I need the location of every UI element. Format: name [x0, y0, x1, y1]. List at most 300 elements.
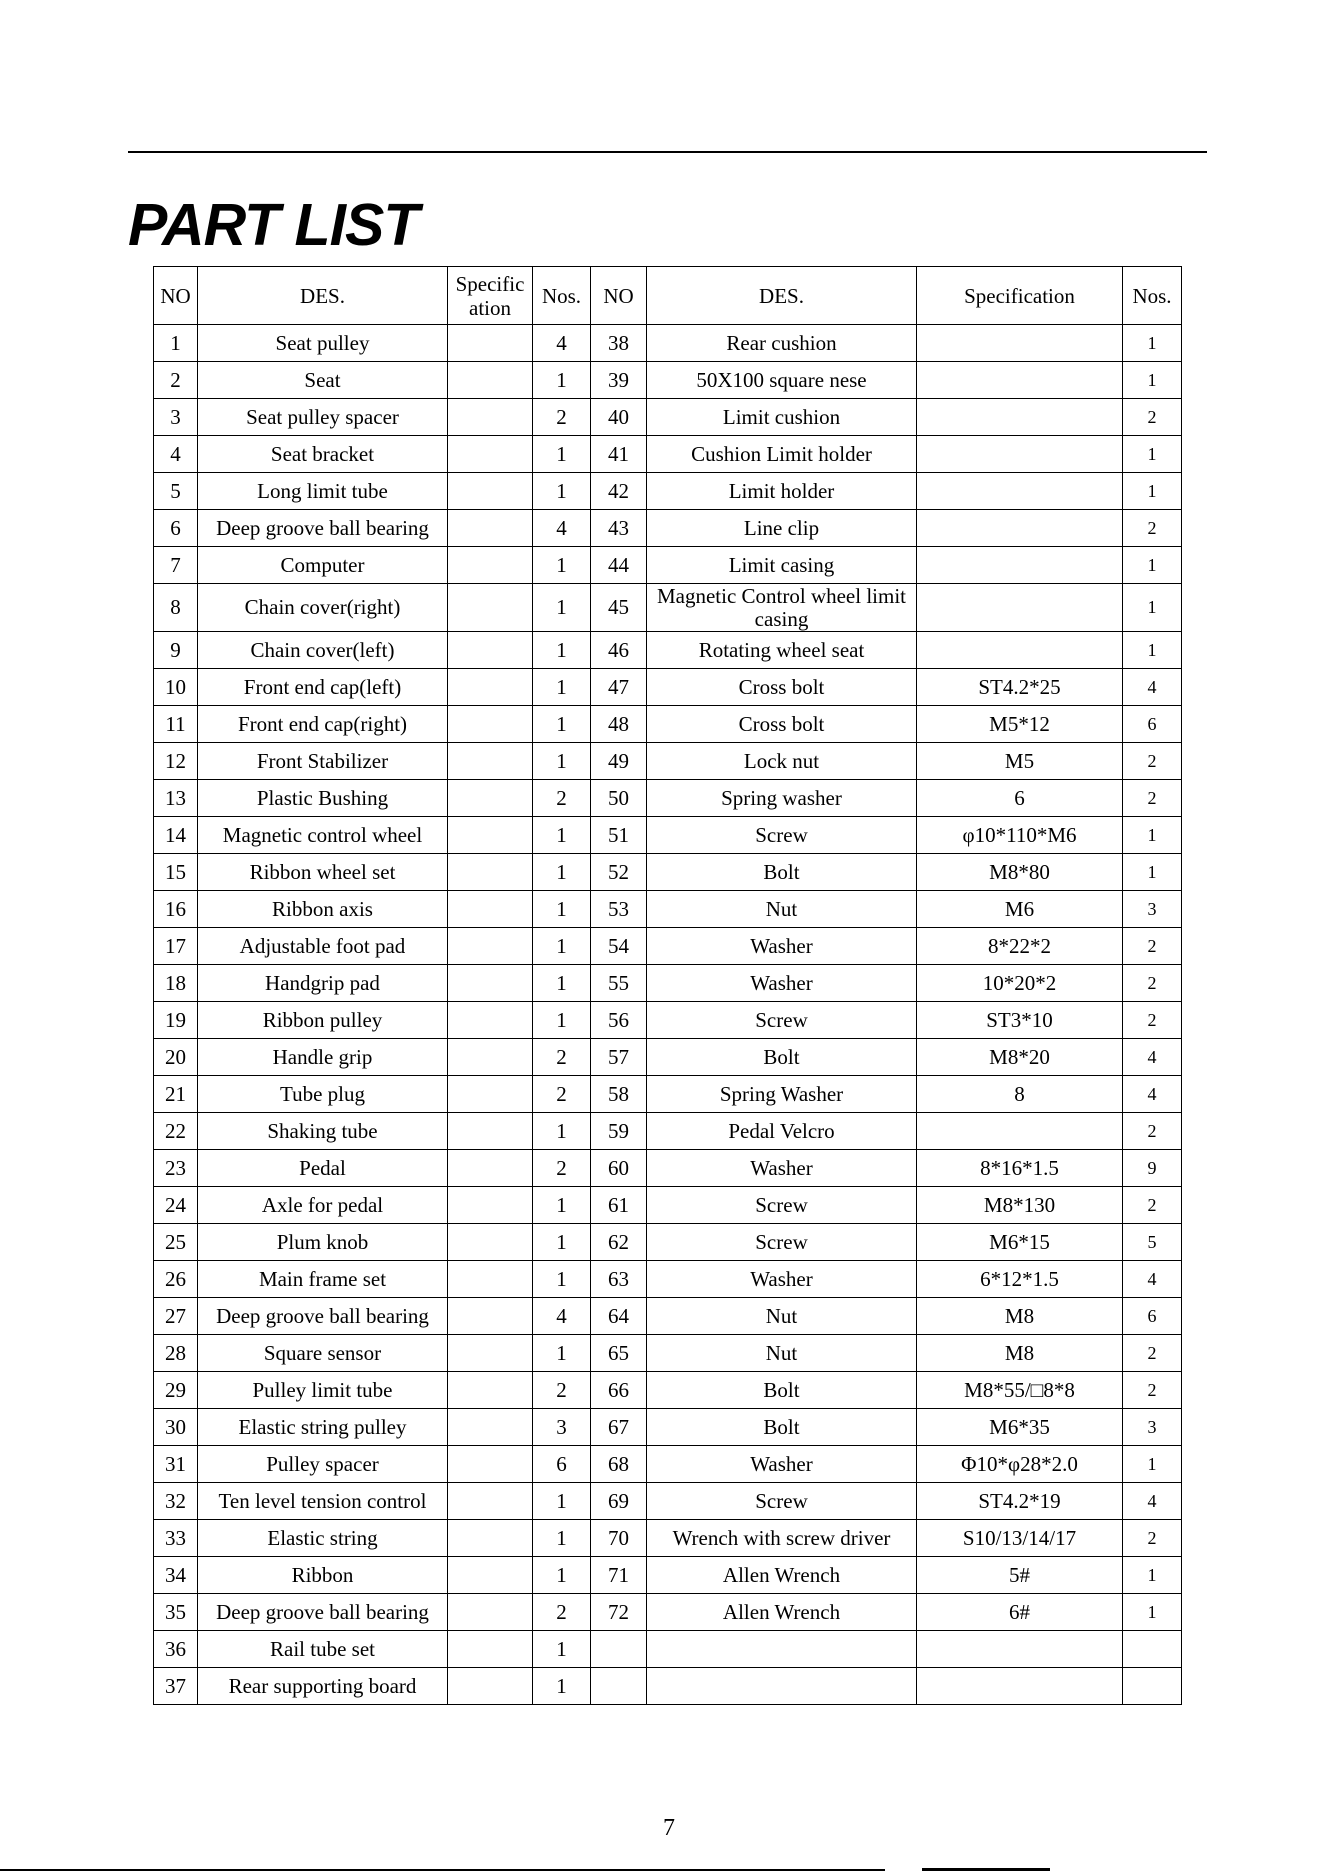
cell-nos-right: 1 [1123, 473, 1182, 510]
cell-spec-left [448, 1187, 533, 1224]
cell-des-right: Cross bolt [647, 669, 917, 706]
cell-nos-left: 2 [533, 780, 591, 817]
cell-no-right: 49 [591, 743, 647, 780]
cell-nos-left: 1 [533, 669, 591, 706]
cell-no-right: 52 [591, 854, 647, 891]
bottom-mark [922, 1868, 1050, 1871]
cell-nos-left: 1 [533, 854, 591, 891]
cell-des-right [647, 1668, 917, 1705]
cell-nos-right: 2 [1123, 1372, 1182, 1409]
cell-no-left: 31 [154, 1446, 198, 1483]
cell-spec-right: 10*20*2 [917, 965, 1123, 1002]
cell-spec-right [917, 1668, 1123, 1705]
cell-nos-right: 6 [1123, 706, 1182, 743]
cell-spec-left [448, 1335, 533, 1372]
cell-nos-left: 2 [533, 1594, 591, 1631]
cell-spec-left [448, 1372, 533, 1409]
table-row [154, 1261, 1182, 1298]
cell-no-right [591, 1631, 647, 1668]
cell-no-left: 9 [154, 632, 198, 669]
cell-no-left: 26 [154, 1261, 198, 1298]
table-row [154, 399, 1182, 436]
cell-no-right: 68 [591, 1446, 647, 1483]
table-row [154, 817, 1182, 854]
cell-spec-right: 8*16*1.5 [917, 1150, 1123, 1187]
cell-spec-left [448, 854, 533, 891]
cell-des-right: Bolt [647, 1409, 917, 1446]
table-row [154, 584, 1182, 632]
cell-des-left: Front end cap(right) [198, 706, 448, 743]
cell-des-right: Spring washer [647, 780, 917, 817]
cell-no-left: 28 [154, 1335, 198, 1372]
cell-spec-right: M8*55/□8*8 [917, 1372, 1123, 1409]
cell-spec-left [448, 1409, 533, 1446]
cell-no-right [591, 1668, 647, 1705]
table-row [154, 547, 1182, 584]
cell-spec-left [448, 1261, 533, 1298]
cell-nos-right: 4 [1123, 1261, 1182, 1298]
table-row [154, 1557, 1182, 1594]
table-row [154, 1446, 1182, 1483]
cell-no-left: 37 [154, 1668, 198, 1705]
cell-nos-right: 4 [1123, 669, 1182, 706]
cell-spec-left [448, 325, 533, 362]
cell-no-left: 30 [154, 1409, 198, 1446]
cell-des-left: Deep groove ball bearing [198, 1594, 448, 1631]
table-row [154, 1668, 1182, 1705]
cell-nos-left: 1 [533, 1557, 591, 1594]
cell-spec-left [448, 1446, 533, 1483]
cell-nos-right: 1 [1123, 1446, 1182, 1483]
cell-no-left: 2 [154, 362, 198, 399]
cell-spec-left [448, 1076, 533, 1113]
cell-spec-right: M8*20 [917, 1039, 1123, 1076]
cell-spec-right [917, 1113, 1123, 1150]
cell-nos-right: 1 [1123, 362, 1182, 399]
cell-no-right: 71 [591, 1557, 647, 1594]
cell-nos-right: 2 [1123, 1113, 1182, 1150]
cell-no-right: 58 [591, 1076, 647, 1113]
header-spec-right: Specification [917, 267, 1123, 325]
cell-nos-right: 2 [1123, 1002, 1182, 1039]
bottom-rule [0, 1869, 885, 1871]
cell-des-left: Rear supporting board [198, 1668, 448, 1705]
table-row [154, 854, 1182, 891]
cell-des-right: Screw [647, 817, 917, 854]
cell-spec-right: M6 [917, 891, 1123, 928]
table-row [154, 1002, 1182, 1039]
cell-no-left: 23 [154, 1150, 198, 1187]
cell-des-left: Deep groove ball bearing [198, 1298, 448, 1335]
cell-spec-left [448, 399, 533, 436]
cell-no-left: 6 [154, 510, 198, 547]
cell-nos-left: 1 [533, 1261, 591, 1298]
cell-des-right: Bolt [647, 1372, 917, 1409]
cell-nos-right [1123, 1668, 1182, 1705]
cell-no-right: 56 [591, 1002, 647, 1039]
cell-des-right: Screw [647, 1187, 917, 1224]
cell-des-right: Washer [647, 928, 917, 965]
cell-no-left: 22 [154, 1113, 198, 1150]
table-row [154, 362, 1182, 399]
cell-des-right: Rear cushion [647, 325, 917, 362]
table-row [154, 510, 1182, 547]
cell-no-left: 17 [154, 928, 198, 965]
part-list-table [153, 266, 1182, 1705]
cell-nos-left: 2 [533, 399, 591, 436]
cell-spec-right: M6*35 [917, 1409, 1123, 1446]
cell-nos-left: 1 [533, 1187, 591, 1224]
cell-nos-right: 4 [1123, 1076, 1182, 1113]
cell-des-left: Ribbon [198, 1557, 448, 1594]
cell-des-right: Limit holder [647, 473, 917, 510]
cell-no-right: 59 [591, 1113, 647, 1150]
cell-des-left: Ribbon wheel set [198, 854, 448, 891]
cell-spec-left [448, 1557, 533, 1594]
cell-spec-right: 8*22*2 [917, 928, 1123, 965]
cell-no-left: 3 [154, 399, 198, 436]
cell-des-left: Handgrip pad [198, 965, 448, 1002]
cell-spec-right: M8*80 [917, 854, 1123, 891]
cell-des-right: Cushion Limit holder [647, 436, 917, 473]
cell-des-right: Screw [647, 1483, 917, 1520]
cell-spec-right: 6 [917, 780, 1123, 817]
cell-des-right: Pedal Velcro [647, 1113, 917, 1150]
cell-des-left: Elastic string [198, 1520, 448, 1557]
cell-no-left: 21 [154, 1076, 198, 1113]
cell-nos-left: 1 [533, 1483, 591, 1520]
cell-des-right: Magnetic Control wheel limit casing [647, 584, 917, 632]
cell-des-right: Washer [647, 965, 917, 1002]
cell-no-left: 11 [154, 706, 198, 743]
cell-des-right: Nut [647, 1335, 917, 1372]
cell-no-left: 12 [154, 743, 198, 780]
cell-nos-left: 1 [533, 1224, 591, 1261]
cell-no-left: 18 [154, 965, 198, 1002]
cell-spec-left [448, 547, 533, 584]
cell-spec-left [448, 632, 533, 669]
cell-no-right: 44 [591, 547, 647, 584]
cell-nos-left: 3 [533, 1409, 591, 1446]
cell-spec-left [448, 1150, 533, 1187]
cell-des-right: Screw [647, 1002, 917, 1039]
header-no-left: NO [154, 267, 198, 325]
cell-nos-right: 2 [1123, 510, 1182, 547]
cell-des-right: Washer [647, 1150, 917, 1187]
cell-nos-right: 1 [1123, 584, 1182, 632]
cell-no-left: 25 [154, 1224, 198, 1261]
cell-spec-right: S10/13/14/17 [917, 1520, 1123, 1557]
cell-no-right: 40 [591, 399, 647, 436]
cell-nos-right: 2 [1123, 928, 1182, 965]
cell-no-right: 38 [591, 325, 647, 362]
cell-des-right [647, 1631, 917, 1668]
cell-spec-left [448, 1298, 533, 1335]
cell-nos-right: 2 [1123, 780, 1182, 817]
cell-nos-right: 1 [1123, 632, 1182, 669]
cell-nos-right: 1 [1123, 1557, 1182, 1594]
table-header-row [154, 267, 1182, 325]
cell-no-right: 69 [591, 1483, 647, 1520]
cell-no-left: 27 [154, 1298, 198, 1335]
cell-spec-left [448, 1520, 533, 1557]
top-rule [128, 151, 1207, 153]
cell-spec-right: M5 [917, 743, 1123, 780]
cell-no-right: 53 [591, 891, 647, 928]
cell-des-left: Magnetic control wheel [198, 817, 448, 854]
cell-spec-right [917, 584, 1123, 632]
cell-spec-right: 5# [917, 1557, 1123, 1594]
cell-des-left: Seat [198, 362, 448, 399]
cell-des-left: Adjustable foot pad [198, 928, 448, 965]
cell-no-right: 62 [591, 1224, 647, 1261]
cell-no-right: 48 [591, 706, 647, 743]
table-row [154, 1187, 1182, 1224]
table-row [154, 436, 1182, 473]
cell-spec-right: M6*15 [917, 1224, 1123, 1261]
cell-no-left: 10 [154, 669, 198, 706]
table-row [154, 928, 1182, 965]
cell-spec-right [917, 632, 1123, 669]
cell-no-right: 60 [591, 1150, 647, 1187]
cell-spec-left [448, 1483, 533, 1520]
cell-des-left: Chain cover(right) [198, 584, 448, 632]
cell-nos-left: 6 [533, 1446, 591, 1483]
cell-des-right: Screw [647, 1224, 917, 1261]
cell-no-right: 45 [591, 584, 647, 632]
cell-spec-left [448, 510, 533, 547]
cell-no-left: 35 [154, 1594, 198, 1631]
cell-no-left: 20 [154, 1039, 198, 1076]
table-row [154, 473, 1182, 510]
cell-no-left: 32 [154, 1483, 198, 1520]
cell-nos-right: 1 [1123, 854, 1182, 891]
cell-spec-left [448, 1594, 533, 1631]
cell-spec-left [448, 891, 533, 928]
cell-des-left: Handle grip [198, 1039, 448, 1076]
cell-nos-right: 6 [1123, 1298, 1182, 1335]
cell-nos-left: 1 [533, 928, 591, 965]
cell-des-left: Elastic string pulley [198, 1409, 448, 1446]
cell-des-left: Plastic Bushing [198, 780, 448, 817]
page-title: PART LIST [128, 192, 419, 258]
cell-nos-right [1123, 1631, 1182, 1668]
cell-no-right: 64 [591, 1298, 647, 1335]
cell-nos-right: 5 [1123, 1224, 1182, 1261]
cell-spec-right: M8 [917, 1298, 1123, 1335]
cell-no-right: 54 [591, 928, 647, 965]
cell-des-right: 50X100 square nese [647, 362, 917, 399]
table-row [154, 1298, 1182, 1335]
cell-des-left: Axle for pedal [198, 1187, 448, 1224]
cell-des-left: Rail tube set [198, 1631, 448, 1668]
cell-spec-right [917, 362, 1123, 399]
cell-des-left: Square sensor [198, 1335, 448, 1372]
cell-spec-left [448, 1039, 533, 1076]
header-nos-right: Nos. [1123, 267, 1182, 325]
cell-spec-left [448, 1631, 533, 1668]
cell-no-right: 41 [591, 436, 647, 473]
table-row [154, 1039, 1182, 1076]
cell-nos-left: 2 [533, 1039, 591, 1076]
cell-nos-left: 4 [533, 510, 591, 547]
header-des-left: DES. [198, 267, 448, 325]
table-row [154, 1594, 1182, 1631]
table-body [154, 325, 1182, 1705]
header-no-right: NO [591, 267, 647, 325]
cell-nos-right: 2 [1123, 1335, 1182, 1372]
table-row [154, 1409, 1182, 1446]
cell-spec-right [917, 473, 1123, 510]
page-number: 7 [663, 1815, 675, 1841]
cell-des-left: Seat bracket [198, 436, 448, 473]
cell-no-right: 55 [591, 965, 647, 1002]
cell-spec-left [448, 817, 533, 854]
cell-des-right: Allen Wrench [647, 1557, 917, 1594]
cell-no-left: 1 [154, 325, 198, 362]
cell-nos-right: 1 [1123, 325, 1182, 362]
cell-spec-right [917, 510, 1123, 547]
cell-nos-left: 1 [533, 632, 591, 669]
cell-nos-left: 1 [533, 1002, 591, 1039]
table-row [154, 1224, 1182, 1261]
cell-spec-left [448, 928, 533, 965]
table-row [154, 706, 1182, 743]
cell-des-right: Cross bolt [647, 706, 917, 743]
cell-spec-right: 8 [917, 1076, 1123, 1113]
cell-des-right: Wrench with screw driver [647, 1520, 917, 1557]
table-row [154, 325, 1182, 362]
cell-des-left: Computer [198, 547, 448, 584]
table-row [154, 1076, 1182, 1113]
table-row [154, 1150, 1182, 1187]
cell-nos-right: 3 [1123, 891, 1182, 928]
cell-des-left: Main frame set [198, 1261, 448, 1298]
cell-des-right: Bolt [647, 854, 917, 891]
cell-spec-left [448, 473, 533, 510]
cell-no-left: 13 [154, 780, 198, 817]
table-row [154, 965, 1182, 1002]
table-row [154, 1372, 1182, 1409]
cell-nos-right: 2 [1123, 1187, 1182, 1224]
cell-no-left: 5 [154, 473, 198, 510]
cell-nos-right: 1 [1123, 436, 1182, 473]
cell-des-left: Chain cover(left) [198, 632, 448, 669]
cell-no-right: 57 [591, 1039, 647, 1076]
cell-spec-left [448, 1002, 533, 1039]
cell-no-left: 7 [154, 547, 198, 584]
cell-nos-left: 1 [533, 743, 591, 780]
cell-no-left: 29 [154, 1372, 198, 1409]
cell-spec-left [448, 706, 533, 743]
cell-nos-right: 1 [1123, 817, 1182, 854]
table-row [154, 1335, 1182, 1372]
cell-spec-right: 6*12*1.5 [917, 1261, 1123, 1298]
cell-nos-left: 2 [533, 1372, 591, 1409]
cell-nos-right: 4 [1123, 1039, 1182, 1076]
cell-nos-left: 2 [533, 1076, 591, 1113]
cell-nos-left: 1 [533, 1335, 591, 1372]
cell-nos-left: 1 [533, 547, 591, 584]
cell-des-right: Line clip [647, 510, 917, 547]
cell-spec-right [917, 399, 1123, 436]
cell-nos-left: 1 [533, 1113, 591, 1150]
cell-no-right: 47 [591, 669, 647, 706]
cell-des-left: Long limit tube [198, 473, 448, 510]
cell-des-right: Lock nut [647, 743, 917, 780]
cell-spec-left [448, 669, 533, 706]
cell-spec-right [917, 1631, 1123, 1668]
cell-nos-left: 1 [533, 436, 591, 473]
cell-nos-left: 1 [533, 1520, 591, 1557]
cell-des-right: Bolt [647, 1039, 917, 1076]
cell-spec-right: 6# [917, 1594, 1123, 1631]
cell-spec-right: φ10*110*M6 [917, 817, 1123, 854]
cell-des-left: Seat pulley spacer [198, 399, 448, 436]
table-row [154, 632, 1182, 669]
cell-nos-right: 2 [1123, 743, 1182, 780]
cell-spec-right: ST3*10 [917, 1002, 1123, 1039]
table-row [154, 1631, 1182, 1668]
cell-no-left: 16 [154, 891, 198, 928]
cell-spec-right [917, 436, 1123, 473]
header-nos-left: Nos. [533, 267, 591, 325]
cell-spec-right: M5*12 [917, 706, 1123, 743]
cell-spec-left [448, 743, 533, 780]
cell-no-right: 66 [591, 1372, 647, 1409]
table-row [154, 1483, 1182, 1520]
cell-nos-left: 1 [533, 362, 591, 399]
cell-des-left: Tube plug [198, 1076, 448, 1113]
cell-no-right: 46 [591, 632, 647, 669]
cell-no-right: 39 [591, 362, 647, 399]
cell-des-left: Pedal [198, 1150, 448, 1187]
cell-no-left: 24 [154, 1187, 198, 1224]
cell-nos-right: 3 [1123, 1409, 1182, 1446]
cell-spec-right: M8 [917, 1335, 1123, 1372]
cell-no-left: 19 [154, 1002, 198, 1039]
cell-nos-left: 1 [533, 473, 591, 510]
cell-spec-left [448, 1668, 533, 1705]
table-row [154, 891, 1182, 928]
cell-des-left: Seat pulley [198, 325, 448, 362]
cell-no-right: 67 [591, 1409, 647, 1446]
header-spec-left: Specific ation [448, 267, 533, 325]
cell-spec-right: ST4.2*25 [917, 669, 1123, 706]
cell-des-left: Front Stabilizer [198, 743, 448, 780]
cell-des-right: Allen Wrench [647, 1594, 917, 1631]
cell-nos-right: 4 [1123, 1483, 1182, 1520]
cell-nos-left: 4 [533, 325, 591, 362]
cell-spec-left [448, 965, 533, 1002]
cell-des-left: Deep groove ball bearing [198, 510, 448, 547]
cell-no-right: 43 [591, 510, 647, 547]
cell-nos-right: 2 [1123, 399, 1182, 436]
cell-nos-left: 1 [533, 891, 591, 928]
cell-no-right: 50 [591, 780, 647, 817]
table-row [154, 1113, 1182, 1150]
cell-nos-left: 1 [533, 706, 591, 743]
cell-spec-left [448, 436, 533, 473]
table-row [154, 669, 1182, 706]
cell-des-left: Pulley spacer [198, 1446, 448, 1483]
cell-nos-right: 2 [1123, 965, 1182, 1002]
cell-des-left: Pulley limit tube [198, 1372, 448, 1409]
cell-spec-left [448, 362, 533, 399]
cell-spec-right: ST4.2*19 [917, 1483, 1123, 1520]
cell-nos-left: 1 [533, 965, 591, 1002]
cell-nos-left: 4 [533, 1298, 591, 1335]
